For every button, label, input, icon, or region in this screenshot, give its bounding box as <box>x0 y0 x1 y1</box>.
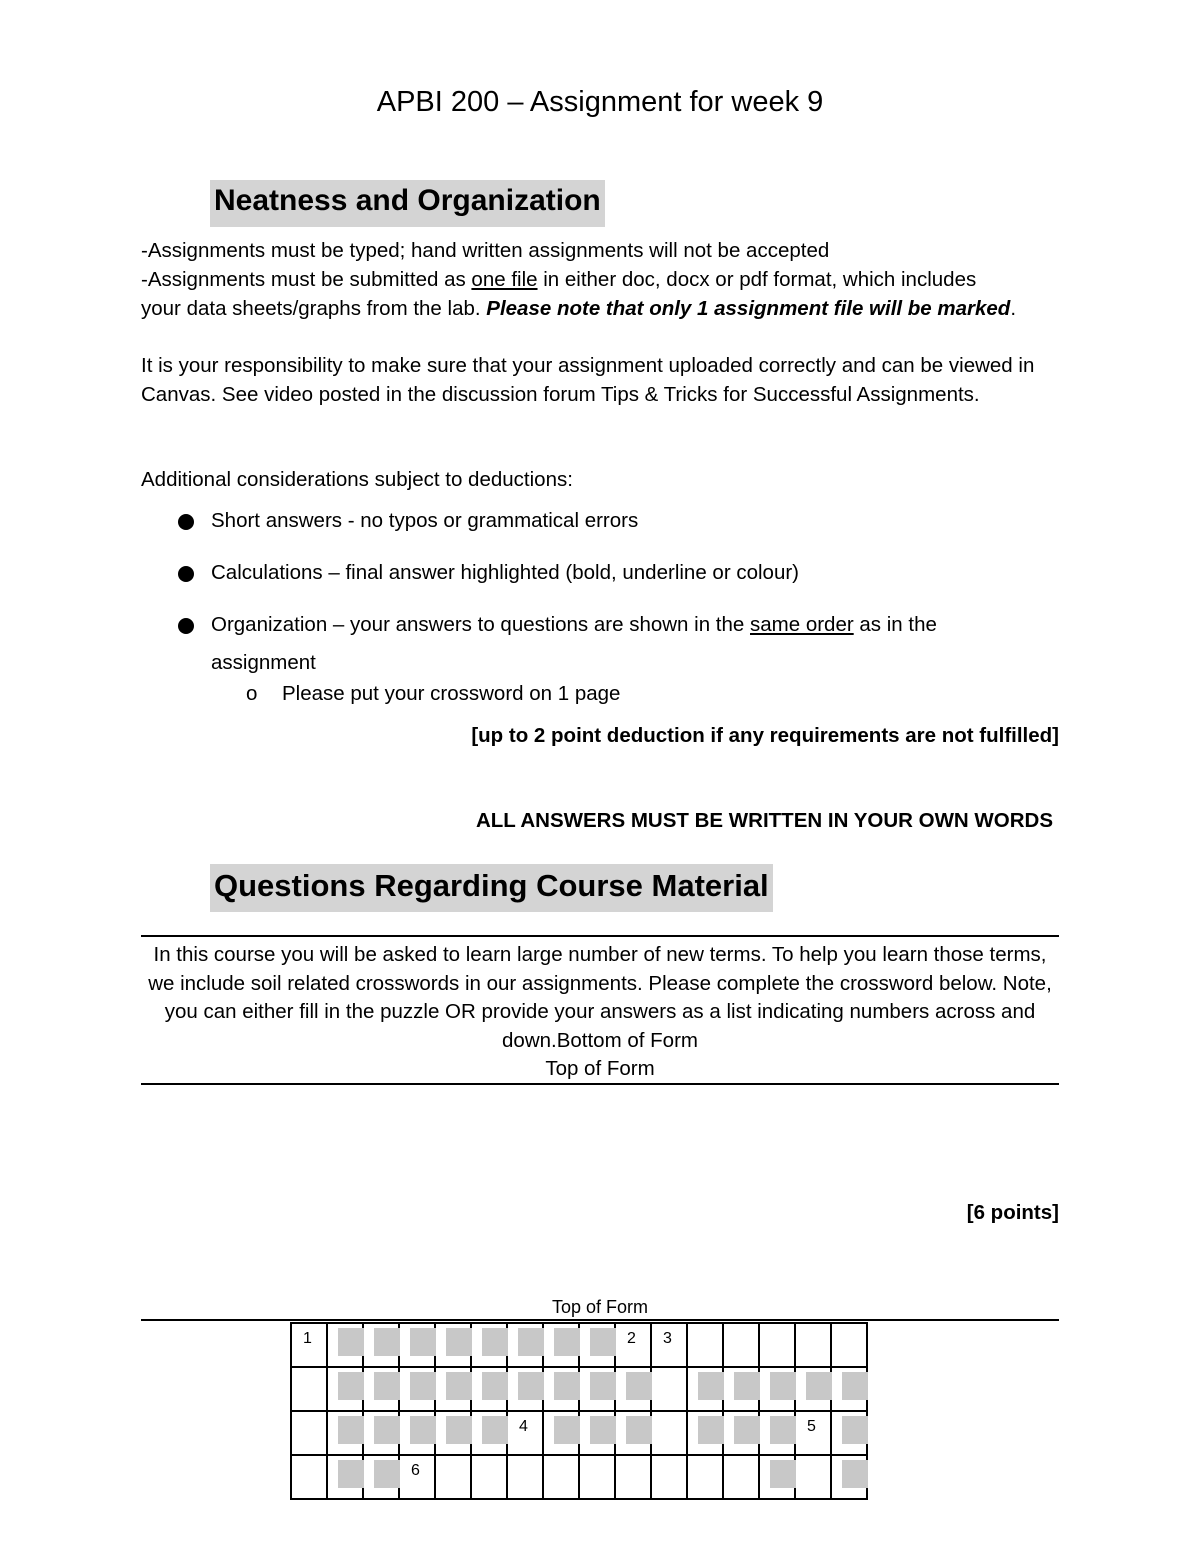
cell-shade <box>446 1328 472 1356</box>
top-of-form-label: Top of Form <box>545 1057 655 1080</box>
crossword-cell-shaded[interactable] <box>687 1367 723 1411</box>
crossword-cell-shaded[interactable] <box>579 1411 615 1455</box>
crossword-cell[interactable] <box>651 1455 687 1499</box>
responsibility-paragraph: It is your responsibility to make sure that your assignment uploaded correctly and can be viewed in Canvas. See video posted in the discussion forum Tips & Tricks for Successful Assignments. <box>141 354 1035 406</box>
crossword-cell-shaded[interactable] <box>327 1367 363 1411</box>
crossword-cell[interactable] <box>723 1455 759 1499</box>
crossword-cell[interactable] <box>651 1323 687 1367</box>
crossword-row <box>291 1411 867 1455</box>
one-file-underlined: one file <box>471 268 538 291</box>
crossword-cell-shaded[interactable] <box>759 1367 795 1411</box>
requirements-paragraph <box>141 236 1041 323</box>
cell-shade <box>374 1372 400 1400</box>
cell-shade <box>410 1416 436 1444</box>
crossword-cell[interactable] <box>795 1455 831 1499</box>
crossword-cell-shaded[interactable] <box>363 1367 399 1411</box>
crossword-cell-shaded[interactable] <box>795 1367 831 1411</box>
crossword-cell-shaded[interactable] <box>831 1411 867 1455</box>
page-title: APBI 200 – Assignment for week 9 <box>376 86 824 118</box>
cell-shade <box>770 1416 796 1444</box>
crossword-cell-shaded[interactable] <box>543 1367 579 1411</box>
cell-shade <box>842 1372 868 1400</box>
crossword-cell[interactable] <box>795 1323 831 1367</box>
crossword-cell-shaded[interactable] <box>687 1411 723 1455</box>
sub-bullet-icon: o <box>246 682 258 705</box>
deduction-note: [up to 2 point deduction if any requirements are not fulfilled] <box>471 724 1059 747</box>
crossword-cell-shaded[interactable] <box>435 1323 471 1367</box>
bullet-organization-cont: assignment <box>211 651 316 674</box>
cell-shade <box>482 1328 508 1356</box>
crossword-cell[interactable] <box>507 1411 543 1455</box>
bullet-icon <box>178 514 194 530</box>
cell-shade <box>590 1372 616 1400</box>
crossword-row <box>291 1367 867 1411</box>
crossword-cell-shaded[interactable] <box>831 1367 867 1411</box>
cell-shade <box>374 1416 400 1444</box>
crossword-cell-shaded[interactable] <box>363 1411 399 1455</box>
marked-note: Please note that only 1 assignment file will be marked <box>486 297 1011 320</box>
crossword-cell-shaded[interactable] <box>399 1411 435 1455</box>
crossword-cell-shaded[interactable] <box>327 1411 363 1455</box>
crossword-cell-shaded[interactable] <box>435 1411 471 1455</box>
top-of-form-label-2: Top of Form <box>551 1297 649 1317</box>
cell-shade <box>770 1372 796 1400</box>
crossword-cell[interactable] <box>543 1455 579 1499</box>
cell-shade <box>374 1460 400 1488</box>
crossword-row <box>291 1323 867 1367</box>
crossword-cell[interactable] <box>651 1411 687 1455</box>
crossword-cell[interactable] <box>687 1323 723 1367</box>
crossword-cell[interactable] <box>471 1455 507 1499</box>
bullet-calculations: Calculations – final answer highlighted (bold, underline or colour) <box>211 561 800 584</box>
crossword-cell-shaded[interactable] <box>615 1367 651 1411</box>
crossword-cell[interactable] <box>291 1367 327 1411</box>
crossword-cell-shaded[interactable] <box>327 1323 363 1367</box>
crossword-cell[interactable] <box>651 1367 687 1411</box>
cell-shade <box>338 1372 364 1400</box>
cell-shade <box>410 1328 436 1356</box>
cell-shade <box>554 1416 580 1444</box>
same-order-underlined: same order <box>750 613 854 636</box>
crossword-cell[interactable] <box>615 1455 651 1499</box>
section-heading-questions: Questions Regarding Course Material <box>210 864 773 912</box>
section-heading-neatness: Neatness and Organization <box>210 180 605 227</box>
divider <box>141 1319 1059 1321</box>
crossword-cell-shaded[interactable] <box>471 1411 507 1455</box>
clue-number: 2 <box>627 1330 636 1347</box>
divider <box>141 935 1059 937</box>
cell-shade <box>446 1372 472 1400</box>
clue-number: 1 <box>303 1330 312 1347</box>
clue-number: 5 <box>807 1418 816 1435</box>
crossword-grid <box>290 1322 868 1500</box>
clue-number: 6 <box>411 1462 420 1479</box>
divider <box>141 1083 1059 1085</box>
crossword-cell[interactable] <box>507 1455 543 1499</box>
bullet-short-answers: Short answers - no typos or grammatical errors <box>211 509 639 532</box>
crossword-cell-shaded[interactable] <box>579 1367 615 1411</box>
cell-shade <box>338 1328 364 1356</box>
requirement-typed: -Assignments must be typed; hand written assignments will not be accepted <box>141 239 830 262</box>
cell-shade <box>482 1372 508 1400</box>
cell-shade <box>734 1416 760 1444</box>
cell-shade <box>842 1416 868 1444</box>
cell-shade <box>410 1372 436 1400</box>
cell-shade <box>338 1416 364 1444</box>
points-label: [6 points] <box>966 1201 1059 1224</box>
cell-shade <box>518 1372 544 1400</box>
crossword-cell-shaded[interactable] <box>471 1367 507 1411</box>
cell-shade <box>770 1460 796 1488</box>
cell-shade <box>626 1372 652 1400</box>
crossword-cell-shaded[interactable] <box>579 1323 615 1367</box>
crossword-cell-shaded[interactable] <box>723 1411 759 1455</box>
cell-shade <box>806 1372 832 1400</box>
crossword-cell[interactable] <box>759 1323 795 1367</box>
clue-number: 3 <box>663 1330 672 1347</box>
crossword-row <box>291 1455 867 1499</box>
crossword-cell[interactable] <box>723 1323 759 1367</box>
crossword-cell[interactable] <box>435 1455 471 1499</box>
crossword-cell-shaded[interactable] <box>615 1411 651 1455</box>
additional-considerations: Additional considerations subject to deductions: <box>141 468 573 491</box>
cell-shade <box>842 1460 868 1488</box>
crossword-cell[interactable] <box>831 1323 867 1367</box>
crossword-cell-shaded[interactable] <box>507 1323 543 1367</box>
crossword-instructions: In this course you will be asked to learn large number of new terms. To help you learn those terms, we include soil related crosswords in our assignments. Please complete the crossword below. Note, you can either fill in the puzzle OR provide your answers as a list indicating numbers across and down.Bottom of Form <box>148 943 1052 1052</box>
cell-shade <box>698 1372 724 1400</box>
crossword-cell-shaded[interactable] <box>399 1323 435 1367</box>
crossword-cell-shaded[interactable] <box>759 1411 795 1455</box>
cell-shade <box>554 1328 580 1356</box>
crossword-cell-shaded[interactable] <box>507 1367 543 1411</box>
crossword-cell-shaded[interactable] <box>399 1367 435 1411</box>
crossword-cell[interactable] <box>795 1411 831 1455</box>
crossword-cell-shaded[interactable] <box>543 1323 579 1367</box>
bullet-icon <box>178 566 194 582</box>
cell-shade <box>626 1416 652 1444</box>
crossword-cell[interactable] <box>291 1411 327 1455</box>
crossword-cell-shaded[interactable] <box>327 1455 363 1499</box>
crossword-cell[interactable] <box>291 1455 327 1499</box>
crossword-cell-shaded[interactable] <box>723 1367 759 1411</box>
cell-shade <box>338 1460 364 1488</box>
cell-shade <box>590 1328 616 1356</box>
cell-shade <box>482 1416 508 1444</box>
bullet-icon <box>178 618 194 634</box>
cell-shade <box>590 1416 616 1444</box>
own-words-note: ALL ANSWERS MUST BE WRITTEN IN YOUR OWN WORDS <box>475 809 1053 832</box>
crossword-cell[interactable] <box>399 1455 435 1499</box>
cell-shade <box>698 1416 724 1444</box>
crossword-cell[interactable] <box>615 1323 651 1367</box>
crossword-cell[interactable] <box>291 1323 327 1367</box>
requirement-data-sheets: your data sheets/graphs from the lab. Please note that only 1 assignment file will be marked. <box>141 297 1017 320</box>
requirement-one-file: -Assignments must be submitted as one file in either doc, docx or pdf format, which includes <box>141 268 977 291</box>
cell-shade <box>374 1328 400 1356</box>
crossword-cell-shaded[interactable] <box>831 1455 867 1499</box>
cell-shade <box>518 1328 544 1356</box>
clue-number: 4 <box>519 1418 528 1435</box>
crossword-cell-shaded[interactable] <box>543 1411 579 1455</box>
crossword-cell-shaded[interactable] <box>471 1323 507 1367</box>
sub-bullet-crossword: Please put your crossword on 1 page <box>282 682 621 705</box>
bullet-organization: Organization – your answers to questions are shown in the same order as in the <box>211 613 937 636</box>
crossword-cell[interactable] <box>579 1455 615 1499</box>
crossword-cell-shaded[interactable] <box>363 1323 399 1367</box>
cell-shade <box>734 1372 760 1400</box>
crossword-cell-shaded[interactable] <box>435 1367 471 1411</box>
crossword-cell[interactable] <box>687 1455 723 1499</box>
cell-shade <box>446 1416 472 1444</box>
crossword-cell-shaded[interactable] <box>363 1455 399 1499</box>
crossword-cell-shaded[interactable] <box>759 1455 795 1499</box>
cell-shade <box>554 1372 580 1400</box>
